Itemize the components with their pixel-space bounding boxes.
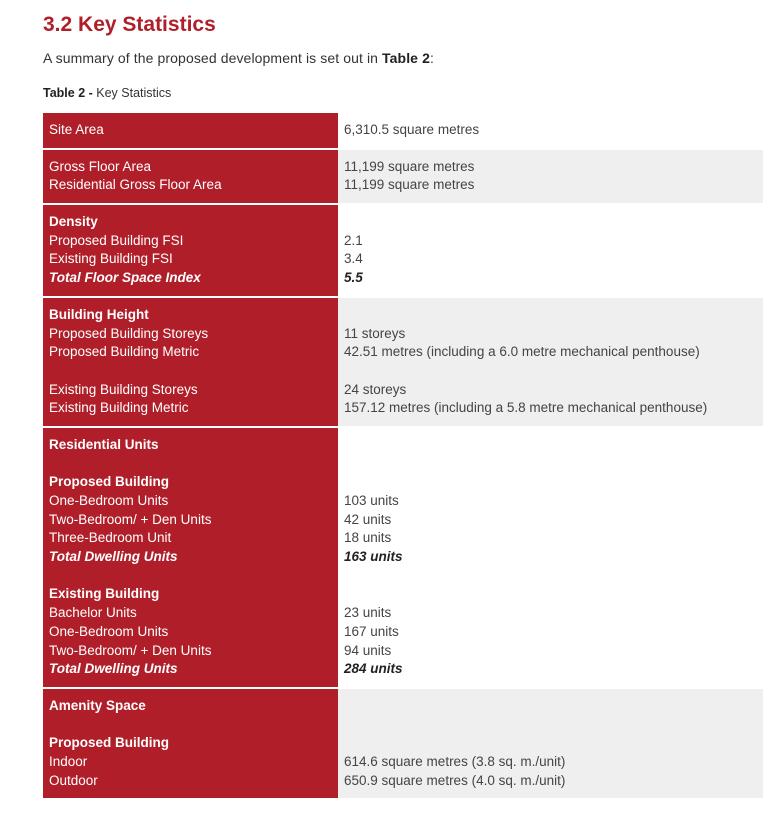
value-cell xyxy=(338,297,763,427)
proposed-one-bedroom-value: 103 units xyxy=(344,493,399,508)
existing-fsi-value: 3.4 xyxy=(344,251,363,267)
spacer xyxy=(344,473,757,492)
proposed-fsi-value: 2.1 xyxy=(344,232,363,248)
spacer xyxy=(344,436,757,455)
gfa-label: Gross Floor Area xyxy=(49,158,152,174)
site-area-label: Site Area xyxy=(49,122,104,137)
row-residential-units xyxy=(43,427,763,688)
spacer xyxy=(49,716,332,735)
spacer xyxy=(49,567,332,586)
row-building-height xyxy=(43,297,763,427)
label-cell xyxy=(43,204,338,297)
existing-bachelor-label: Bachelor Units xyxy=(49,605,137,621)
proposed-total-label: Total Dwelling Units xyxy=(49,549,178,565)
spacer xyxy=(344,734,757,753)
existing-bachelor-value: 23 units xyxy=(344,605,392,621)
units-existing-title: Existing Building xyxy=(49,586,160,602)
spacer xyxy=(49,455,332,474)
existing-metric-label: Existing Building Metric xyxy=(49,400,189,416)
label-cell xyxy=(43,427,338,688)
value-cell xyxy=(338,112,763,149)
value-cell xyxy=(338,427,763,688)
spacer xyxy=(344,455,757,474)
intro-colon: : xyxy=(429,50,434,66)
proposed-storeys-value: 11 storeys xyxy=(344,325,406,341)
label-cell xyxy=(43,149,338,204)
amenity-proposed-title: Proposed Building xyxy=(49,735,169,751)
amenity-title: Amenity Space xyxy=(49,697,146,713)
intro-paragraph xyxy=(43,50,434,66)
label-cell xyxy=(43,688,338,798)
outdoor-value: 650.9 square metres (4.0 sq. m./unit) xyxy=(344,772,566,788)
indoor-value: 614.6 square metres (3.8 sq. m./unit) xyxy=(344,753,566,769)
existing-fsi-label: Existing Building FSI xyxy=(49,251,173,267)
row-site-area xyxy=(43,112,763,149)
indoor-label: Indoor xyxy=(49,753,88,769)
label-cell xyxy=(43,112,338,149)
proposed-two-bedroom-value: 42 units xyxy=(344,511,392,527)
caption-label: Table 2 - xyxy=(43,86,93,100)
row-gross-floor-area xyxy=(43,149,763,204)
table-caption xyxy=(43,86,171,100)
proposed-one-bedroom-label: One-Bedroom Units xyxy=(49,493,169,508)
existing-one-bedroom-label: One-Bedroom Units xyxy=(49,623,169,639)
row-amenity-space xyxy=(43,688,763,798)
outdoor-label: Outdoor xyxy=(49,772,98,788)
proposed-metric-value: 42.51 metres (including a 6.0 metre mechanical penthouse) xyxy=(344,344,700,360)
intro-text: A summary of the proposed development is set out in xyxy=(43,50,383,66)
spacer xyxy=(344,362,757,381)
existing-total-label: Total Dwelling Units xyxy=(49,661,178,677)
proposed-fsi-label: Proposed Building FSI xyxy=(49,232,184,248)
existing-two-bedroom-label: Two-Bedroom/ + Den Units xyxy=(49,642,212,658)
proposed-three-bedroom-value: 18 units xyxy=(344,530,392,546)
value-cell xyxy=(338,204,763,297)
proposed-two-bedroom-label: Two-Bedroom/ + Den Units xyxy=(49,511,212,527)
spacer xyxy=(49,362,332,381)
existing-metric-value: 157.12 metres (including a 5.8 metre mechanical penthouse) xyxy=(344,400,708,416)
spacer xyxy=(344,585,757,604)
existing-two-bedroom-value: 94 units xyxy=(344,642,392,658)
existing-one-bedroom-value: 167 units xyxy=(344,623,399,639)
key-statistics-table xyxy=(43,111,763,798)
spacer xyxy=(344,697,757,716)
value-cell xyxy=(338,688,763,798)
units-proposed-title: Proposed Building xyxy=(49,474,169,490)
caption-text: Key Statistics xyxy=(92,86,172,100)
section-heading: 3.2 Key Statistics xyxy=(43,13,216,36)
height-title: Building Height xyxy=(49,306,149,322)
spacer xyxy=(344,716,757,735)
total-fsi-value: 5.5 xyxy=(344,270,363,286)
existing-storeys-label: Existing Building Storeys xyxy=(49,381,198,397)
density-title: Density xyxy=(49,214,98,230)
proposed-storeys-label: Proposed Building Storeys xyxy=(49,325,209,341)
proposed-metric-label: Proposed Building Metric xyxy=(49,344,200,360)
spacer xyxy=(344,213,757,232)
gfa-value: 11,199 square metres xyxy=(344,158,475,174)
row-density xyxy=(43,204,763,297)
spacer xyxy=(344,567,757,586)
existing-total-value: 284 units xyxy=(344,661,403,677)
residential-gfa-value: 11,199 square metres xyxy=(344,177,475,193)
total-fsi-label: Total Floor Space Index xyxy=(49,270,201,286)
site-area-value: 6,310.5 square metres xyxy=(344,122,480,137)
value-cell xyxy=(338,149,763,204)
residential-gfa-label: Residential Gross Floor Area xyxy=(49,177,222,193)
table-reference: Table 2 xyxy=(382,50,430,66)
proposed-three-bedroom-label: Three-Bedroom Unit xyxy=(49,530,172,546)
existing-storeys-value: 24 storeys xyxy=(344,381,407,397)
units-title: Residential Units xyxy=(49,436,159,452)
proposed-total-value: 163 units xyxy=(344,549,403,565)
spacer xyxy=(344,306,757,325)
label-cell xyxy=(43,297,338,427)
